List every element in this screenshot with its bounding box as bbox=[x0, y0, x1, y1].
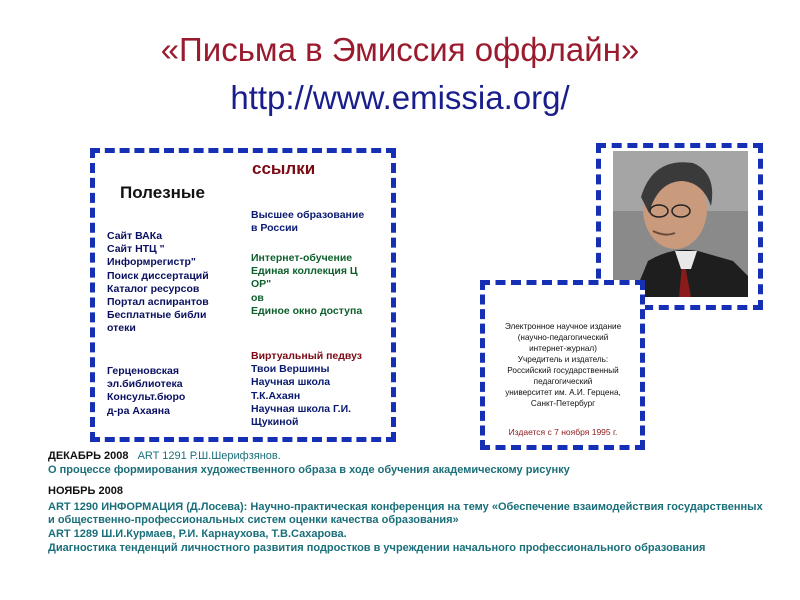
link-vak[interactable]: Сайт ВАКа bbox=[107, 230, 163, 242]
info-line: Электронное научное издание bbox=[504, 322, 622, 331]
news-list bbox=[48, 450, 768, 559]
right-links-group1 bbox=[251, 209, 364, 235]
link-unified-collection[interactable]: Единая коллекция Ц bbox=[251, 265, 358, 278]
link-dr-akhayan[interactable]: д-ра Ахаяна bbox=[107, 404, 170, 417]
link-free-libraries[interactable]: Бесплатные библи bbox=[107, 309, 207, 322]
left-links-group2 bbox=[107, 365, 235, 418]
portrait-photo bbox=[613, 151, 748, 297]
link-akhayan-school[interactable]: Т.К.Ахаян bbox=[251, 389, 301, 402]
link-resource-catalog[interactable]: Каталог ресурсов bbox=[107, 282, 200, 295]
art-1291[interactable]: ART 1291 Р.Ш.Шерифзянов. bbox=[137, 450, 281, 462]
right-links-group3 bbox=[251, 350, 362, 429]
article-1289-title[interactable]: Диагностика тенденций личностного развития подростков в учреждении начального профессионального образования bbox=[48, 542, 706, 555]
publication-date: Издается с 7 ноября 1995 г. bbox=[508, 427, 618, 437]
journal-info-text bbox=[491, 321, 635, 409]
link-virtual-ped[interactable]: Виртуальный педвуз bbox=[251, 350, 363, 362]
article-1291-title[interactable]: О процессе формирования художественного образа в ходе обучения академическому рисунку bbox=[48, 464, 570, 477]
link-single-window[interactable]: Единое окно доступа bbox=[251, 304, 363, 317]
link-school-label[interactable]: Научная школа bbox=[251, 376, 331, 389]
useful-links-panel bbox=[90, 148, 396, 442]
info-line: педагогический bbox=[533, 377, 593, 386]
month-december: ДЕКАБРЬ 2008 bbox=[48, 450, 129, 462]
link-shchukina[interactable]: Щукиной bbox=[251, 416, 299, 429]
link-internet-learning[interactable]: Интернет-обучение bbox=[251, 252, 353, 264]
links-heading-right: ссылки bbox=[252, 159, 316, 178]
left-links-group1 bbox=[107, 230, 235, 336]
link-e-library[interactable]: эл.библиотека bbox=[107, 378, 183, 391]
link-in-russia[interactable]: в России bbox=[251, 222, 298, 235]
link-shchukina-school[interactable]: Научная школа Г.И. bbox=[251, 402, 352, 415]
info-line: интернет-журнал) bbox=[529, 344, 597, 353]
link-ntc[interactable]: Сайт НТЦ " bbox=[107, 243, 165, 256]
links-heading-left: Полезные bbox=[120, 183, 205, 202]
info-line: (научно-педагогический bbox=[517, 333, 609, 342]
info-line: университет им. А.И. Герцена, bbox=[505, 388, 621, 397]
link-informregistr[interactable]: Информрегистр" bbox=[107, 256, 196, 269]
link-postgrad-portal[interactable]: Портал аспирантов bbox=[107, 296, 209, 309]
link-your-peaks[interactable]: Твои Вершины bbox=[251, 363, 330, 376]
link-dissertation-search[interactable]: Поиск диссертаций bbox=[107, 269, 209, 282]
portrait-icon bbox=[613, 151, 748, 297]
article-1289-authors[interactable]: ART 1289 Ш.И.Курмаев, Р.И. Карнаухова, Т.В.Сахарова. bbox=[48, 528, 347, 541]
right-links-group2 bbox=[251, 252, 362, 318]
link-unified-collection-cont2[interactable]: ов bbox=[251, 291, 264, 304]
link-free-libraries-cont[interactable]: отеки bbox=[107, 322, 136, 335]
site-url[interactable]: http://www.emissia.org/ bbox=[230, 79, 570, 116]
info-line: Учредитель и издатель: bbox=[517, 355, 609, 364]
info-line: Санкт-Петербург bbox=[530, 399, 596, 408]
info-line: Российский государственный bbox=[507, 366, 619, 375]
slide-title: «Письма в Эмиссия оффлайн» bbox=[160, 31, 640, 68]
link-higher-education[interactable]: Высшее образование bbox=[251, 209, 365, 221]
article-1290[interactable]: ART 1290 ИНФОРМАЦИЯ (Д.Лосева): Научно-практическая конференция на тему «Обеспечение взаимодействия государственных и общественно-профессиональных систем оценки качества образования» bbox=[48, 501, 763, 526]
link-consult-bureau[interactable]: Консульт.бюро bbox=[107, 391, 186, 404]
month-november: НОЯБРЬ 2008 bbox=[48, 484, 123, 497]
link-unified-collection-cont[interactable]: ОР" bbox=[251, 278, 272, 291]
journal-info-card bbox=[480, 280, 645, 450]
link-herzen[interactable]: Герценовская bbox=[107, 365, 179, 377]
